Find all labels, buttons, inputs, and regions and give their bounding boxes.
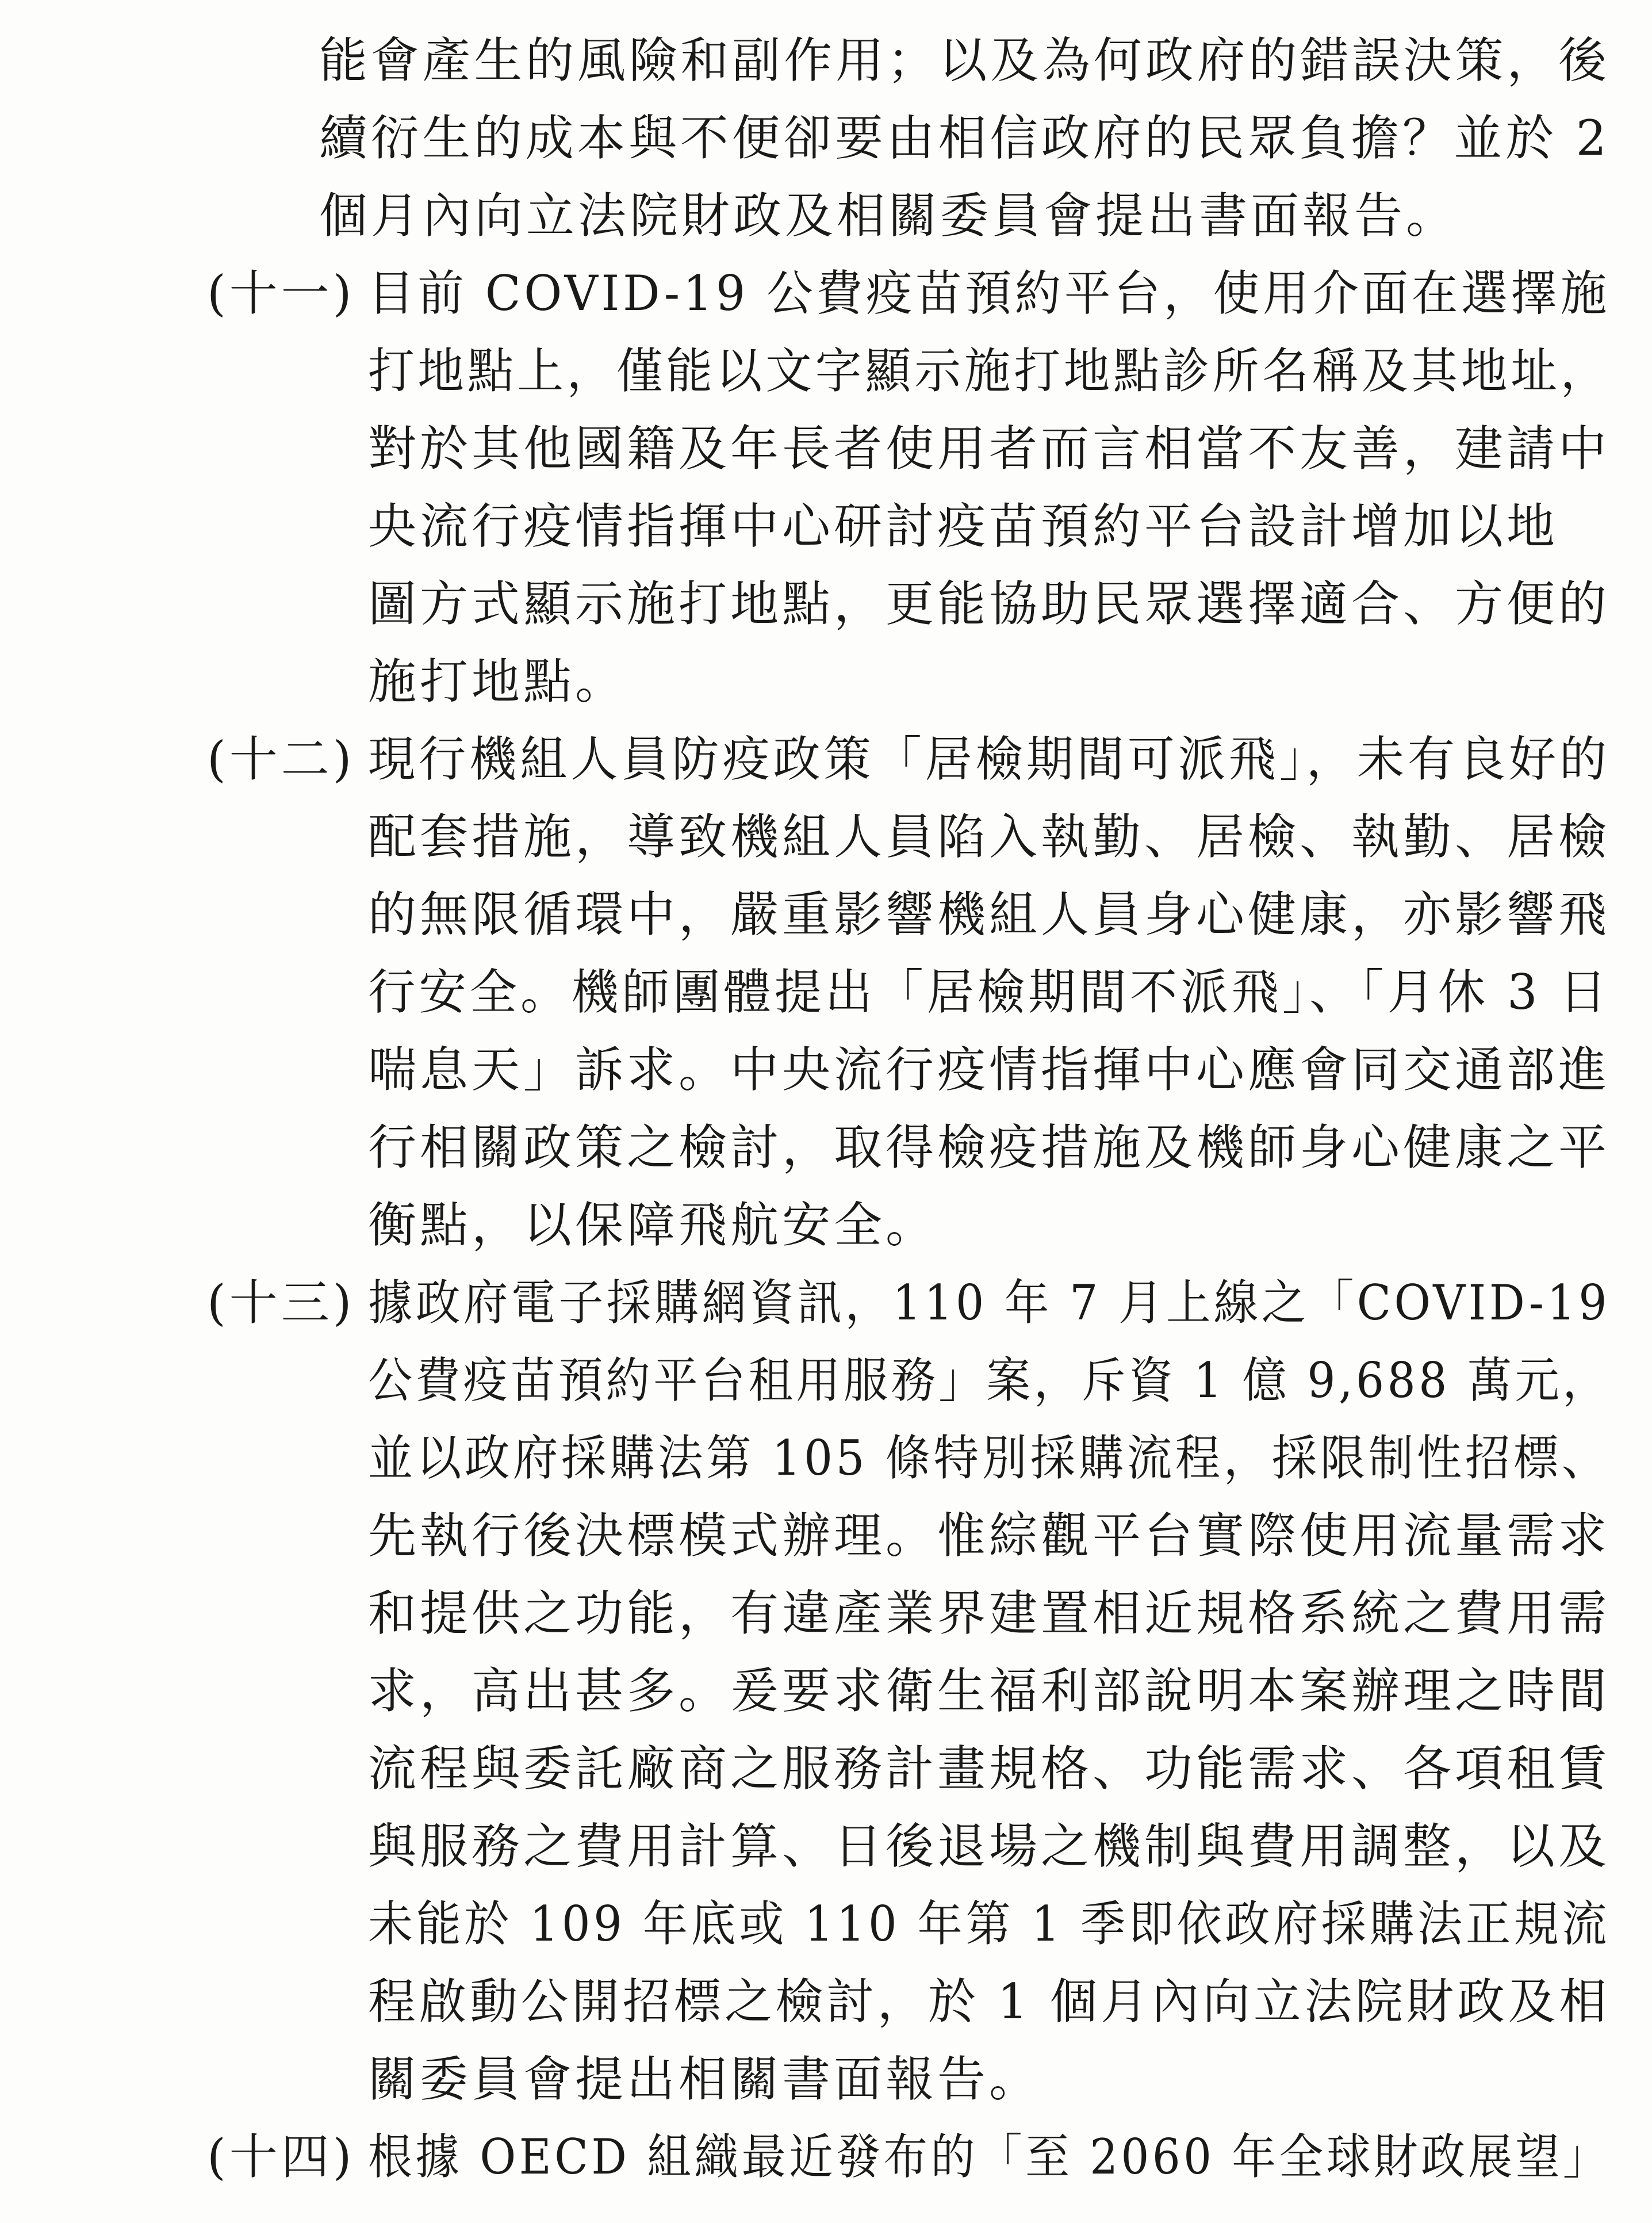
- item-13-marker: (十三): [207, 1275, 355, 1331]
- item-13-line: 關委員會提出相關書面報告。: [368, 2051, 1041, 2107]
- item-12-line: 現行機組人員防疫政策「居檢期間可派飛」，未有良好的: [368, 731, 1611, 787]
- intro-line: 續衍生的成本與不便卻要由相信政府的民眾負擔？並於 2: [319, 110, 1610, 166]
- item-14-marker: (十四): [207, 2129, 355, 2185]
- item-13-line: 公費疫苗預約平台租用服務」案，斥資 1 億 9,688 萬元，: [368, 1352, 1611, 1409]
- item-12-line: 行相關政策之檢討，取得檢疫措施及機師身心健康之平: [368, 1119, 1611, 1176]
- item-11-line: 圖方式顯示施打地點，更能協助民眾選擇適合、方便的: [368, 576, 1611, 632]
- item-13-line: 未能於 109 年底或 110 年第 1 季即依政府採購法正規流: [368, 1896, 1610, 1952]
- item-12-line: 行安全。機師團體提出「居檢期間不派飛」、「月休 3 日: [368, 964, 1610, 1020]
- item-11-line: 目前 COVID-19 公費疫苗預約平台，使用介面在選擇施: [368, 265, 1611, 322]
- item-13-line: 流程與委託廠商之服務計畫規格、功能需求、各項租賃: [368, 1740, 1611, 1797]
- item-12-line: 配套措施，導致機組人員陷入執勤、居檢、執勤、居檢: [368, 809, 1611, 865]
- item-12-line: 衡點，以保障飛航安全。: [368, 1197, 938, 1253]
- item-13-line: 程啟動公開招標之檢討，於 1 個月內向立法院財政及相: [368, 1973, 1610, 2030]
- item-13-line: 與服務之費用計算、日後退場之機制與費用調整，以及: [368, 1818, 1611, 1874]
- intro-line: 個月內向立法院財政及相關委員會提出書面報告。: [319, 188, 1458, 244]
- item-12-marker: (十二): [207, 731, 355, 787]
- item-14-line: 根據 OECD 組織最近發布的「至 2060 年全球財政展望」: [368, 2129, 1611, 2185]
- item-11-line: 打地點上，僅能以文字顯示施打地點診所名稱及其地址，: [368, 343, 1611, 399]
- item-12-line: 喘息天」訴求。中央流行疫情指揮中心應會同交通部進: [368, 1042, 1611, 1098]
- item-11-line: 對於其他國籍及年長者使用者而言相當不友善，建請中: [368, 420, 1611, 477]
- item-11-marker: (十一): [207, 265, 355, 322]
- item-13-line: 先執行後決標模式辦理。惟綜觀平台實際使用流量需求: [368, 1507, 1611, 1564]
- item-12-line: 的無限循環中，嚴重影響機組人員身心健康，亦影響飛: [368, 886, 1611, 943]
- item-11-line: 央流行疫情指揮中心研討疫苗預約平台設計增加以地: [368, 498, 1559, 554]
- item-13-line: 和提供之功能，有違產業界建置相近規格系統之費用需: [368, 1585, 1611, 1642]
- item-13-line: 求，高出甚多。爰要求衛生福利部說明本案辦理之時間: [368, 1663, 1611, 1719]
- intro-line: 能會產生的風險和副作用；以及為何政府的錯誤決策，後: [319, 32, 1611, 89]
- item-13-line: 並以政府採購法第 105 條特別採購流程，採限制性招標、: [368, 1430, 1610, 1486]
- item-13-line: 據政府電子採購網資訊，110 年 7 月上線之「COVID-19: [368, 1275, 1611, 1331]
- item-11-line: 施打地點。: [368, 653, 627, 710]
